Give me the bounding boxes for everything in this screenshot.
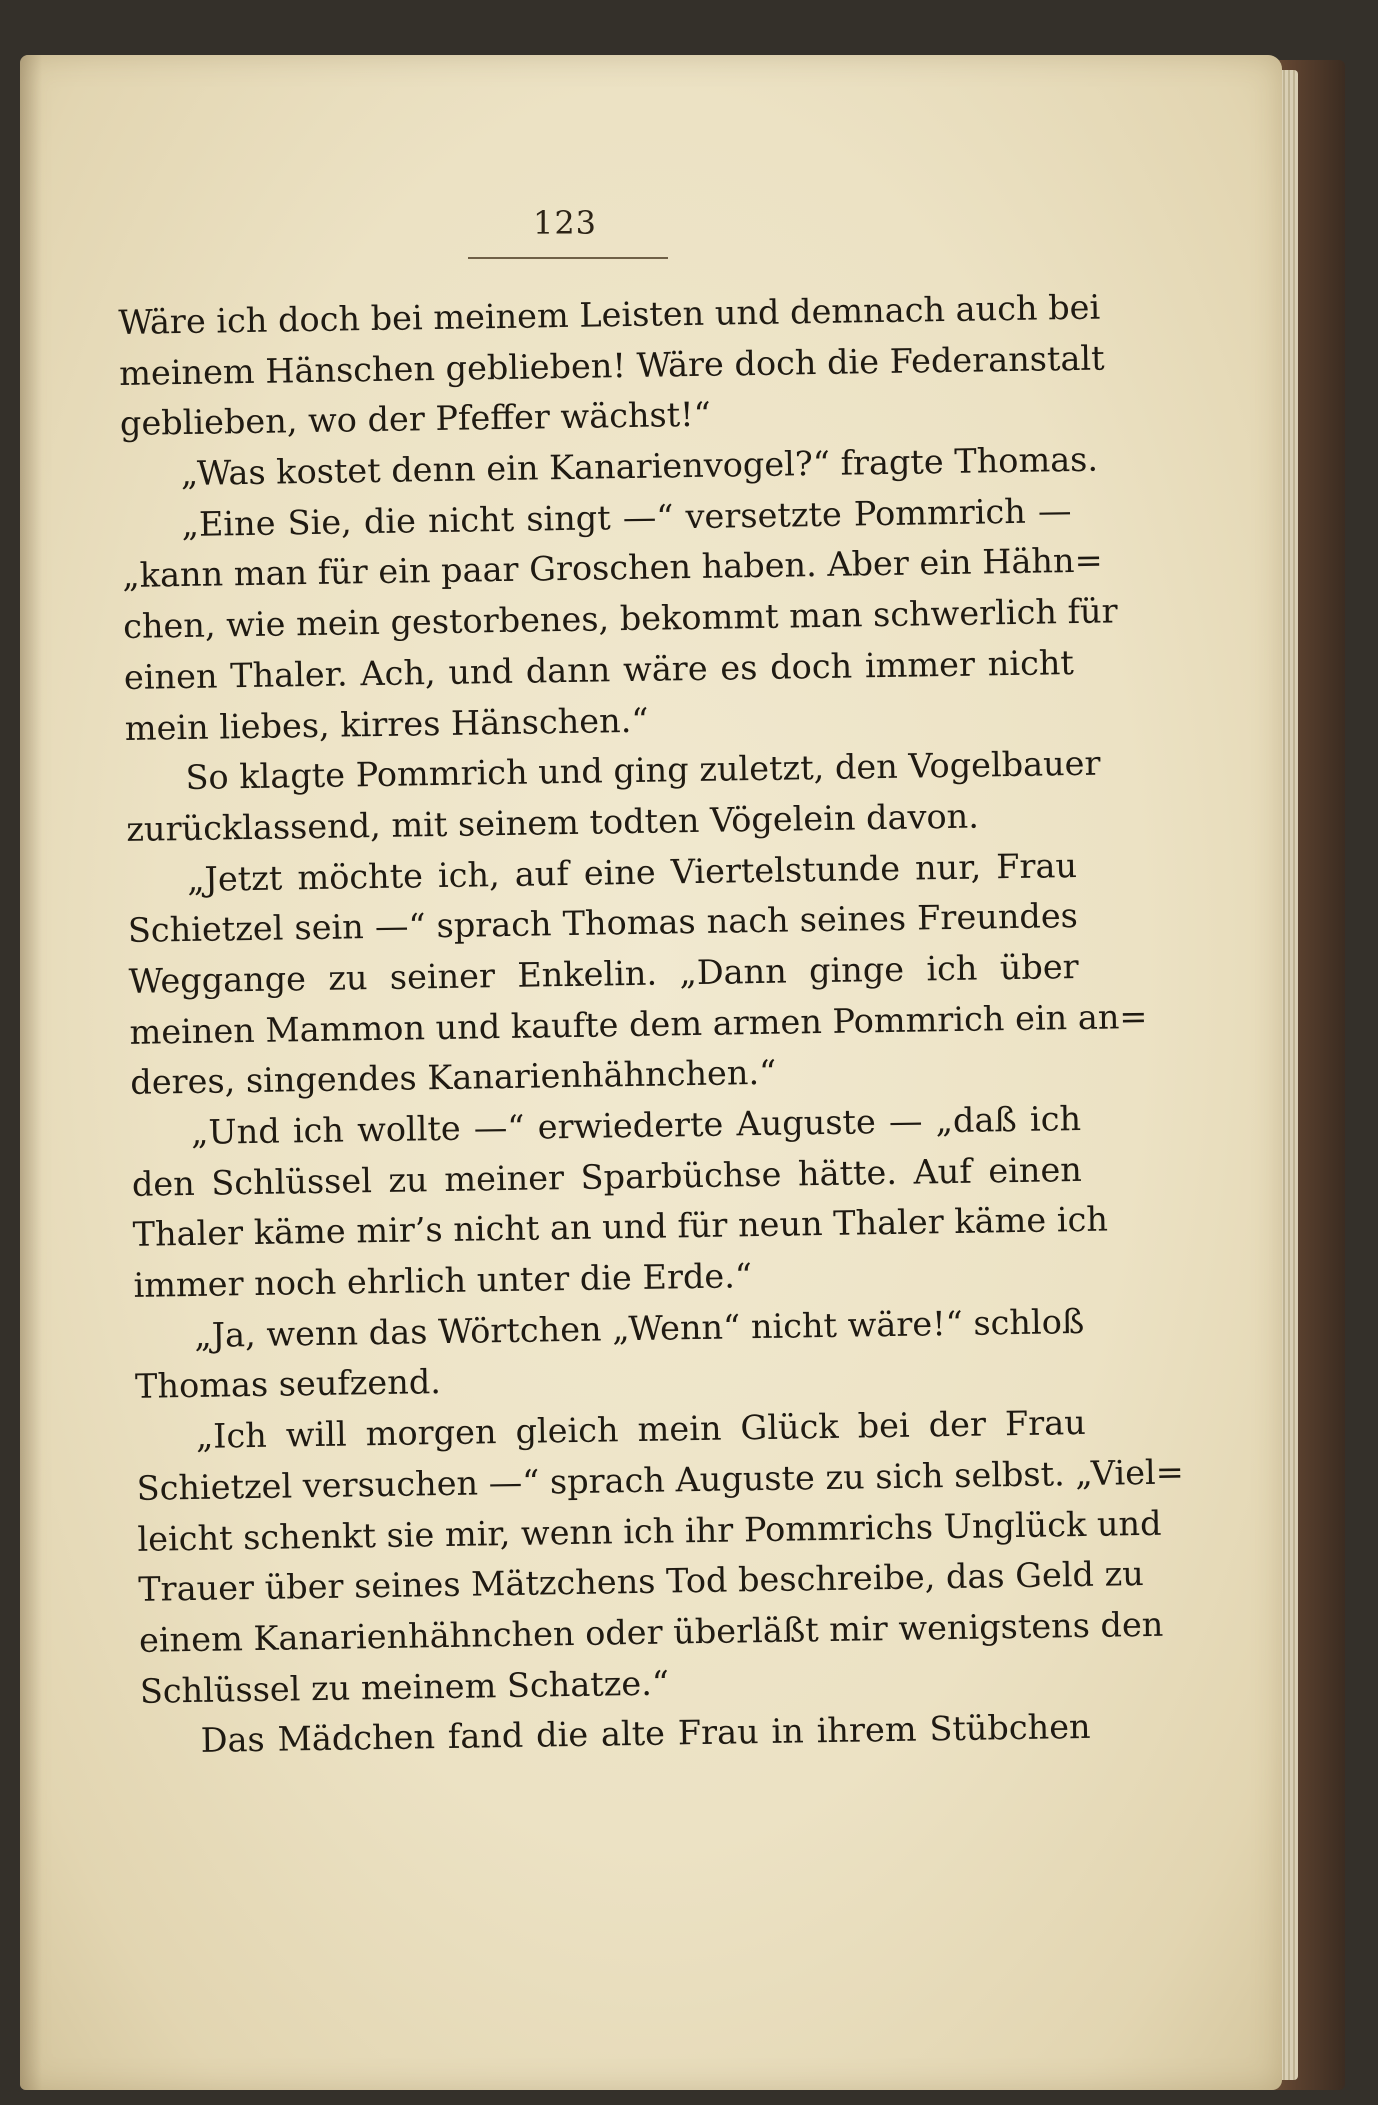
text-line: meinem Hänschen geblieben! Wäre doch die Federanstalt [118,338,1105,393]
text-line: „Jetzt möchte ich, auf eine Viertelstunde nur, Frau [186,845,1078,899]
text-line: Wäre ich doch bei meinem Leisten und demnach auch bei [118,287,1101,342]
text-line: Das Mädchen fand die alte Frau in ihrem Stübchen [200,1707,1091,1761]
text-line: zurücklassend, mit seinem todten Vögelein davon. [126,796,980,849]
body-text [118,283,1185,1798]
text-line: „Und ich wollte —“ erwiederte Auguste — „daß ich [190,1098,1082,1152]
text-line: Schlüssel zu meinem Schatze.“ [139,1663,670,1711]
text-line: leicht schenkt sie mir, wenn ich ihr Pommrichs Unglück und [137,1503,1162,1559]
text-line: „Ja, wenn das Wörtchen „Wenn“ nicht wäre!“ schloß [193,1301,1085,1355]
text-line: So klagte Pommrich und ging zuletzt, den Vogelbauer [185,743,1101,798]
text-line: geblieben, wo der Pfeffer wächst!“ [119,395,712,444]
text-line: immer noch ehrlich unter die Erde.“ [133,1256,753,1305]
text-line: Weggange zu seiner Enkelin. „Dann ginge ich über [128,946,1079,1001]
text-line: „kann man für ein paar Groschen haben. Aber ein Hähn= [122,541,1103,596]
text-line: Schietzel versuchen —“ sprach Auguste zu sich selbst. „Viel= [136,1452,1185,1508]
text-line: „Ich will morgen gleich mein Glück bei der Frau [195,1403,1087,1457]
text-line: Thomas seufzend. [134,1362,442,1407]
text-line: chen, wie mein gestorbenes, bekommt man schwerlich für [122,591,1118,647]
text-line: den Schlüssel zu meiner Sparbüchse hätte. Auf einen [131,1149,1083,1204]
text-line: einen Thaler. Ach, und dann wäre es doch immer nicht [123,642,1075,697]
page-gutter-shadow [20,55,42,2090]
page-number: 123 [532,204,598,242]
text-line: Schietzel sein —“ sprach Thomas nach seines Freundes [127,896,1079,951]
header-rule [468,257,668,259]
text-line: deres, singendes Kanarienhähnchen.“ [130,1053,777,1103]
text-line: Trauer über seines Mätzchens Tod beschreibe, das Geld zu [137,1554,1145,1610]
text-line: Thaler käme mir’s nicht an und für neun Thaler käme ich [132,1199,1109,1255]
text-line: mein liebes, kirres Hänschen.“ [124,700,649,748]
text-line: meinen Mammon und kaufte dem armen Pommrich ein an= [129,996,1148,1052]
text-line: einem Kanarienhähnchen oder überläßt mir wenigstens den [138,1604,1164,1660]
text-line: „Eine Sie, die nicht singt —“ versetzte Pommrich — [181,490,1072,544]
text-line: „Was kostet denn ein Kanarienvogel?“ fragte Thomas. [180,439,1099,494]
